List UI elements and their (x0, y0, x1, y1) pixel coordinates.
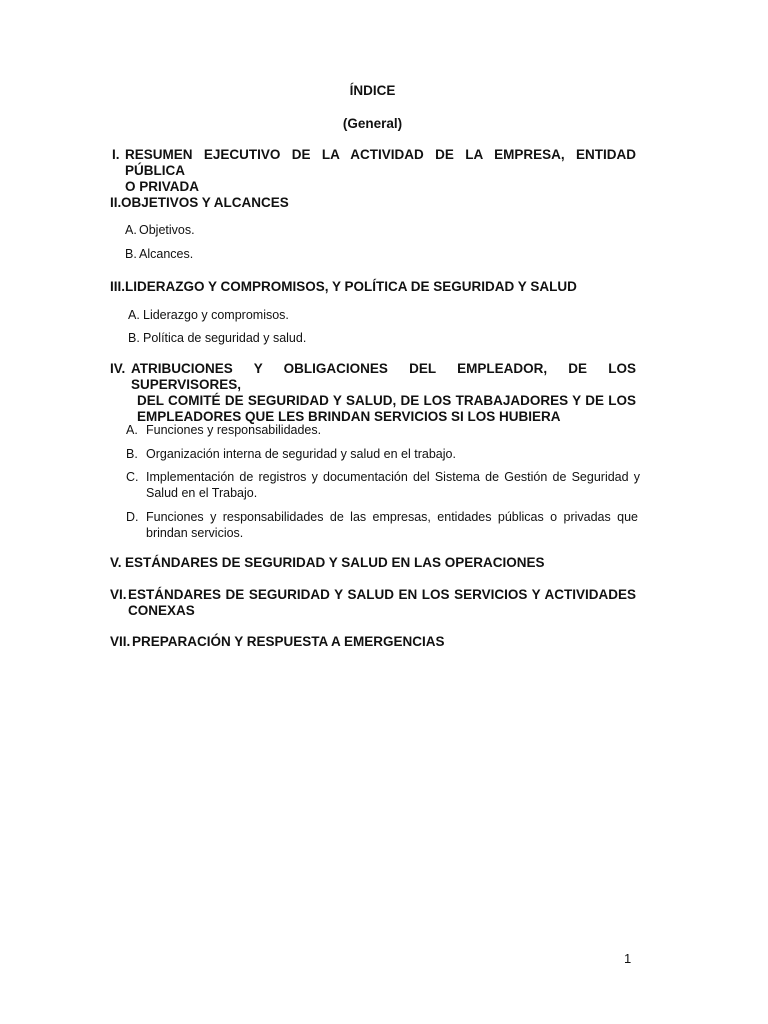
section-i-title-line-1: RESUMEN EJECUTIVO DE LA ACTIVIDAD DE LA EMPRESA, ENTIDAD PÚBLICA (125, 147, 636, 178)
sub-text: Organización interna de seguridad y salud en el trabajo. (146, 447, 456, 461)
section-i-title (125, 147, 636, 195)
sub-text: Liderazgo y compromisos. (143, 308, 289, 322)
sub-letter: B. (125, 247, 137, 261)
sub-text: Funciones y responsabilidades. (146, 423, 322, 437)
sub-text: Política de seguridad y salud. (143, 331, 307, 345)
section-ii-sub-a (125, 222, 425, 240)
section-ii (110, 195, 636, 213)
section-v (110, 555, 636, 573)
sub-letter: A. (128, 308, 140, 322)
sub-text: Funciones y responsabilidades de las empresas, entidades públicas o privadas que brindan servicios. (146, 510, 638, 540)
section-iv-sub-a (126, 422, 636, 440)
section-vi-title-line-1: ESTÁNDARES DE SEGURIDAD Y SALUD EN LOS SERVICIOS Y ACTIVIDADES (128, 587, 636, 602)
sub-text: Alcances. (139, 247, 194, 261)
sub-text: Objetivos. (139, 223, 195, 237)
section-iii-title: LIDERAZGO Y COMPROMISOS, Y POLÍTICA DE SEGURIDAD Y SALUD (125, 279, 577, 294)
section-ii-number: II. (110, 195, 122, 210)
section-iv-sub-b (126, 446, 636, 464)
section-vii-title: PREPARACIÓN Y RESPUESTA A EMERGENCIAS (132, 634, 445, 649)
section-vii (110, 634, 636, 652)
section-ii-title: OBJETIVOS Y ALCANCES (121, 195, 289, 210)
sub-letter: B. (126, 447, 138, 461)
section-iv-sub-d (126, 509, 638, 543)
section-ii-sub-b (125, 246, 425, 264)
section-iii (110, 279, 636, 297)
page-number: 1 (624, 951, 632, 966)
section-vi-number: VI. (110, 587, 127, 602)
section-vii-number: VII. (110, 634, 131, 649)
sub-letter: A. (125, 223, 137, 237)
sub-text: Implementación de registros y documentación del Sistema de Gestión de Seguridad y Salud en el Trabajo. (146, 470, 640, 500)
section-iv-sub-c (126, 469, 640, 503)
section-iv-title-line-2: DEL COMITÉ DE SEGURIDAD Y SALUD, DE LOS TRABAJADORES Y DE LOS (137, 393, 636, 408)
section-iii-sub-a (128, 307, 528, 325)
section-v-title: ESTÁNDARES DE SEGURIDAD Y SALUD EN LAS OPERACIONES (125, 555, 545, 570)
section-iii-number: III. (110, 279, 126, 294)
section-iv (110, 361, 636, 424)
sub-letter: C. (126, 470, 139, 484)
document-subtitle: (General) (342, 116, 403, 131)
sub-letter: D. (126, 510, 139, 524)
section-iii-sub-b (128, 330, 528, 348)
section-vi-title-line-2: CONEXAS (128, 603, 195, 618)
sub-letter: A. (126, 423, 138, 437)
section-vi (110, 587, 636, 621)
document-title: ÍNDICE (349, 83, 396, 98)
section-v-number: V. (110, 555, 122, 570)
section-iv-number: IV. (110, 361, 126, 376)
section-i (112, 147, 636, 194)
section-i-title-line-2: O PRIVADA (125, 179, 200, 194)
section-vi-title (128, 587, 636, 619)
section-iv-title-line-1: ATRIBUCIONES Y OBLIGACIONES DEL EMPLEADOR, DE LOS SUPERVISORES, (131, 361, 636, 392)
section-iv-title (131, 361, 636, 425)
section-i-number: I. (112, 147, 120, 162)
sub-letter: B. (128, 331, 140, 345)
section-iv-title-line-3: EMPLEADORES QUE LES BRINDAN SERVICIOS SI LOS HUBIERA (137, 409, 561, 424)
